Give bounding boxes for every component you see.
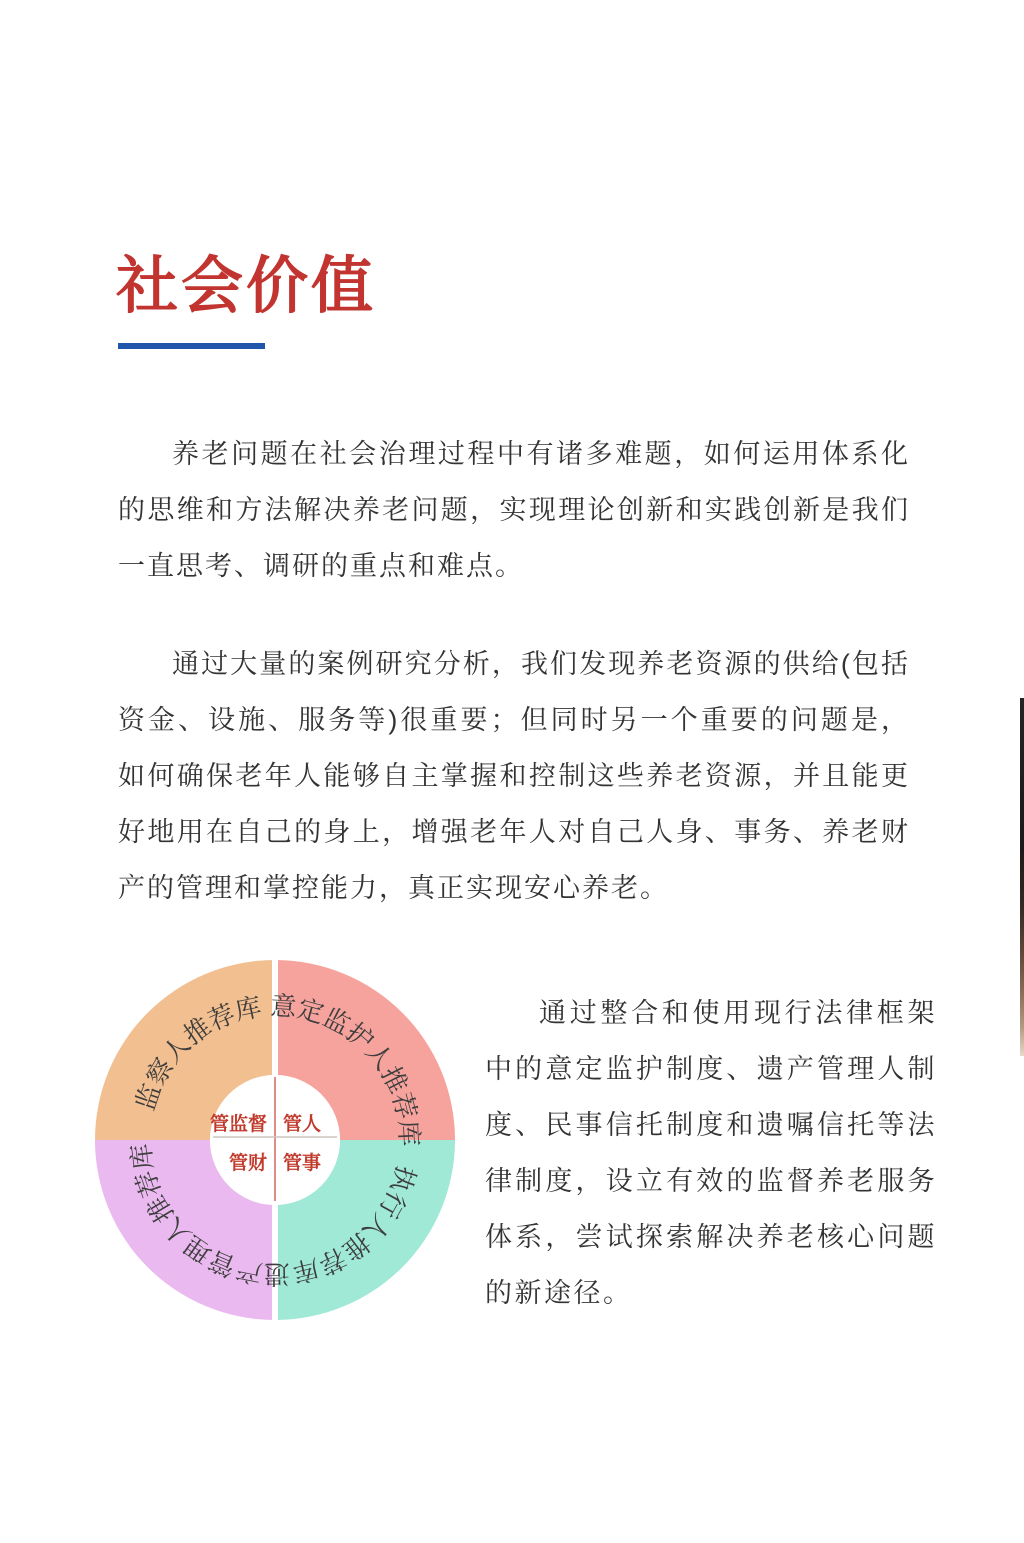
center-label-affairs: 管事 [283,1153,322,1174]
paragraph-3: 通过整合和使用现行法律框架中的意定监护制度、遗产管理人制度、民事信托制度和遗嘱信托等法律制度，设立有效的监督养老服务体系，尝试探索解决养老核心问题的新途径。 [485,998,937,1308]
paragraph-1: 养老问题在社会治理过程中有诸多难题，如何运用体系化的思维和方法解决养老问题，实现理论创新和实践创新是我们一直思考、调研的重点和难点。 [118,439,910,581]
right-edge-photo-sliver [1020,698,1024,1056]
ring-label-top-left: 监察人推荐库 [129,991,264,1115]
donut-quadrant-chart [90,955,460,1325]
center-label-supervision: 管监督 [209,1114,267,1135]
center-label-finance: 管财 [228,1153,267,1174]
title-underline [118,343,265,349]
ring-label-bottom-left: 遗产管理人推荐库 [125,1141,290,1290]
center-label-people: 管人 [283,1114,322,1135]
paragraph-2: 通过大量的案例研究分析，我们发现养老资源的供给(包括资金、设施、服务等)很重要；但同时另一个重要的问题是，如何确保老年人能够自主掌握和控制这些养老资源，并且能更好地用在自己的身上，增强老年人对自己人身、事务、养老财产的管理和掌控能力，真正实现安心养老。 [118,649,910,903]
page-title: 社会价值 [116,252,377,321]
ring-label-bottom-right: 执行人推荐库 [289,1162,422,1288]
ring-label-top-right: 意定监护人推荐库 [269,990,425,1148]
